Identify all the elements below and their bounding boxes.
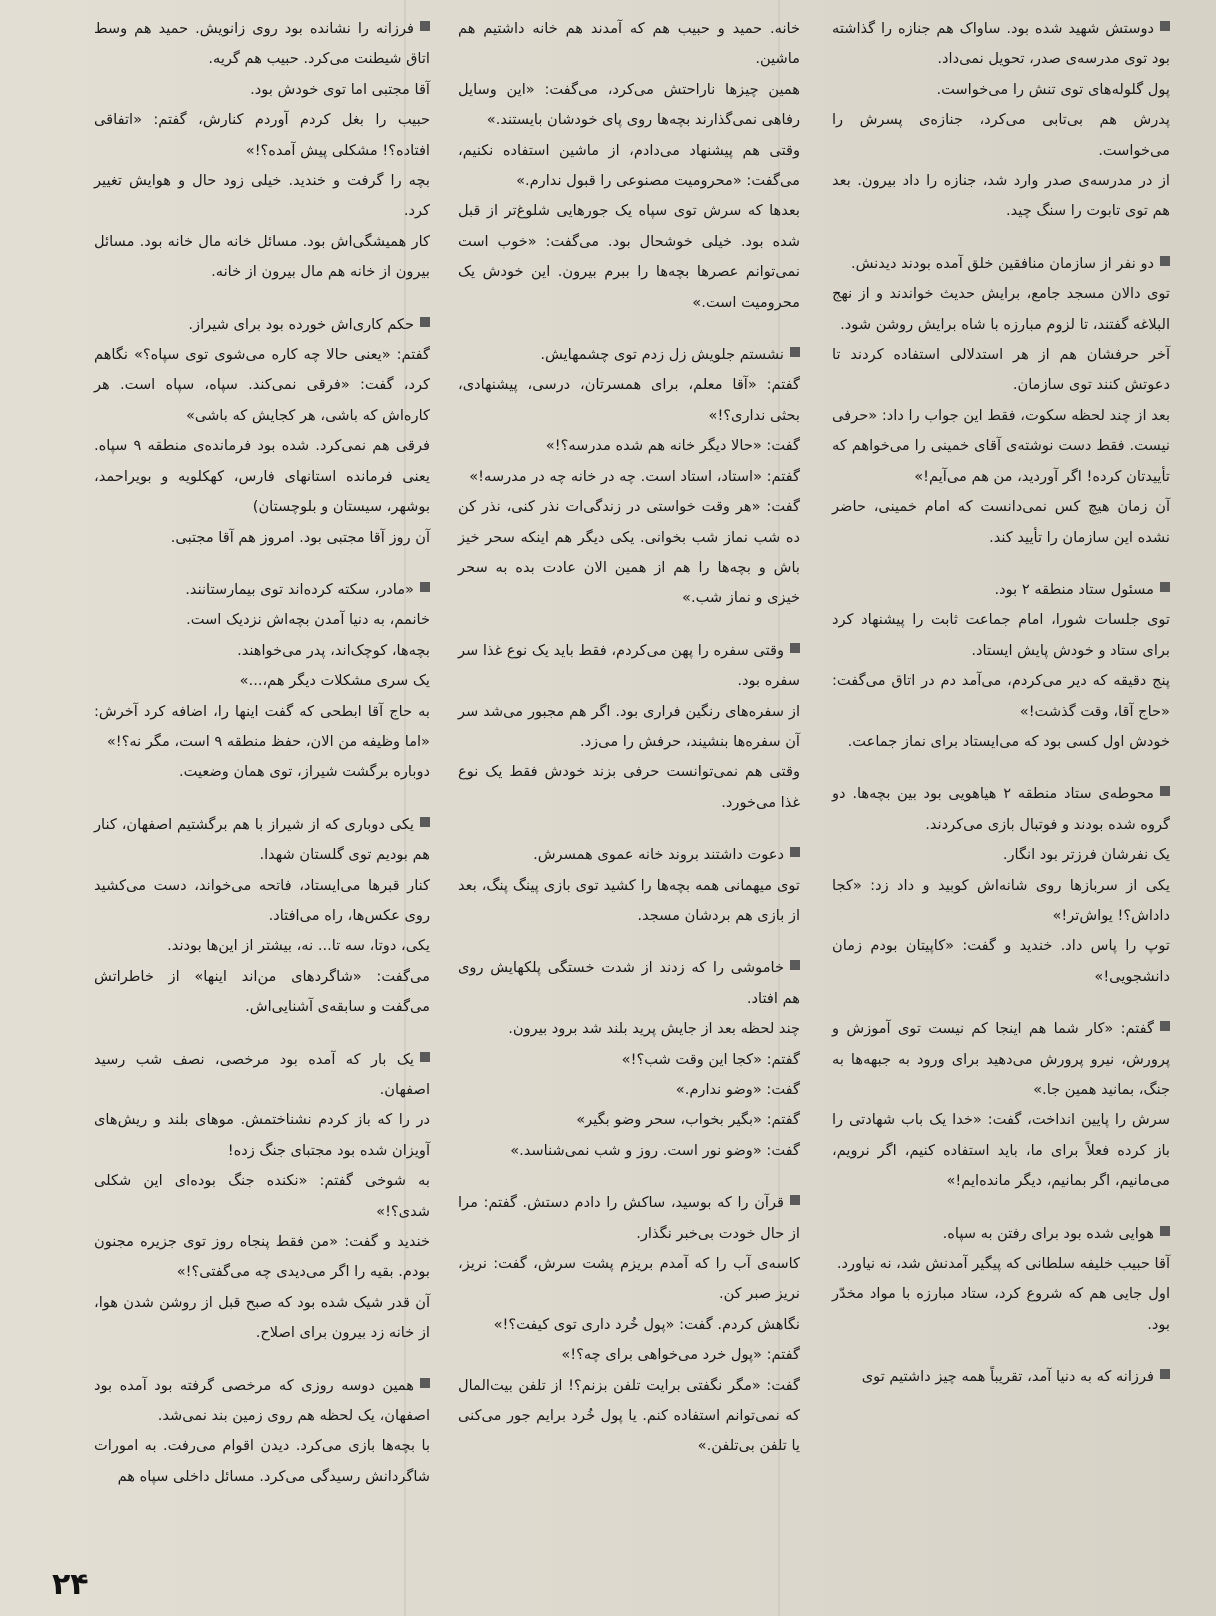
section-marker-icon — [1160, 582, 1170, 592]
paragraph — [94, 575, 430, 605]
paragraph — [94, 666, 430, 696]
paragraph-text: نشستم جلویش زل زدم توی چشمهایش. — [540, 346, 784, 364]
paragraph — [94, 14, 430, 75]
paragraph-text: محوطه‌ی ستاد منطقه ۲ هیاهویی بود بین بچه‌ها. دو گروه شده بودند و فوتبال بازی می‌کردند. — [832, 785, 1170, 833]
paragraph-text: بچه را گرفت و خندید. خیلی زود حال و هوایش تغییر کرد. — [94, 172, 430, 220]
section-marker-icon — [1160, 1021, 1170, 1031]
paragraph — [832, 1014, 1170, 1105]
paragraph-text: گفت: «حالا دیگر خانه هم شده مدرسه؟!» — [545, 437, 800, 455]
paragraph — [458, 757, 800, 818]
paragraph-text: بچه‌ها، کوچک‌اند، پدر می‌خواهند. — [237, 641, 430, 659]
section-marker-icon — [790, 347, 800, 357]
paragraph-text: فرقی هم نمی‌کرد. شده بود فرمانده‌ی منطقه ۹ سپاه. یعنی فرمانده استانهای فارس، کهکلویه و بویراحمد، بوشهر، سیستان و بلوچستان) — [94, 437, 430, 516]
paragraph-text: چند لحظه بعد از جایش پرید بلند شد برود بیرون. — [508, 1020, 800, 1038]
article-section — [832, 14, 1170, 227]
paragraph-text: گفت: «وضو نور است. روز و شب نمی‌شناسد.» — [510, 1141, 800, 1159]
article-section — [94, 1371, 430, 1493]
article-section — [832, 1219, 1170, 1341]
paragraph-text: آن زمان هیچ کس نمی‌دانست که امام خمینی، حاضر نشده این سازمان را تأیید کند. — [832, 498, 1170, 546]
paragraph-text: می‌گفت: «شاگردهای من‌اند اینها» از خاطراتش می‌گفت و سابقه‌ی آشنایی‌اش. — [94, 967, 430, 1016]
paragraph-text: از در مدرسه‌ی صدر وارد شد، جنازه را داد بیرون. بعد هم توی تابوت را سنگ چید. — [832, 172, 1170, 220]
paragraph-text: توپ را پاس داد. خندید و گفت: «کاپیتان بودم زمان دانشجویی!» — [832, 937, 1170, 985]
paragraph — [832, 492, 1170, 553]
paragraph — [832, 249, 1170, 279]
paragraph — [94, 810, 430, 871]
paragraph — [832, 166, 1170, 227]
paragraph-text: گفت: «مگر نگفتی برایت تلفن بزنم؟! از تلفن بیت‌المال که نمی‌توانم استفاده کنم. یا پول خُرد برایم جور می‌کنی یا تلفن بی‌تلفن.» — [458, 1376, 800, 1455]
paragraph-text: بعد از چند لحظه سکوت، فقط این جواب را داد: «حرفی نیست. فقط دست نوشته‌ی آقای خمینی را می‌خواهم که تأییدتان کرده! اگر آوردید، من هم می‌آیم!» — [832, 406, 1170, 485]
paragraph — [94, 75, 430, 105]
paragraph-text: کار همیشگی‌اش بود. مسائل خانه مال خانه بود. مسائل بیرون از خانه هم مال بیرون از خانه. — [94, 232, 430, 281]
paragraph — [94, 1166, 430, 1227]
article-section — [458, 636, 800, 818]
paragraph-text: حبیب را بغل کردم آوردم کنارش، گفتم: «اتفاقی افتاده؟! مشکلی پیش آمده؟!» — [94, 111, 430, 159]
paragraph — [832, 279, 1170, 340]
paragraph-text: دعوت داشتند بروند خانه عموی همسرش. — [533, 846, 784, 864]
article-section — [832, 779, 1170, 992]
paragraph-text: پنج دقیقه که دیر می‌کردم، می‌آمد دم در اتاق می‌گفت: «حاج آقا، وقت گذشت!» — [832, 672, 1170, 720]
paragraph — [94, 931, 430, 961]
paragraph — [94, 1227, 430, 1288]
article-section — [94, 575, 430, 788]
paragraph — [458, 1249, 800, 1310]
paragraph-text: گفتم: «آقا معلم، برای همسرتان، درسی، پیشنهادی، بحثی نداری؟!» — [458, 376, 800, 424]
paragraph-text: کاسه‌ی آب را که آمدم بریزم پشت سرش، گفت: نریز، نریز صبر کن. — [458, 1255, 800, 1303]
paragraph — [832, 340, 1170, 401]
paragraph-text: توی جلسات شورا، امام جماعت ثابت را پیشنهاد کرد برای ستاد و خودش پایش ایستاد. — [832, 611, 1170, 659]
section-marker-icon — [420, 1052, 430, 1062]
paragraph-text: دوباره برگشت شیراز، توی همان وضعیت. — [178, 763, 430, 781]
paragraph — [832, 1249, 1170, 1279]
paragraph-text: خانه. حمید و حبیب هم که آمدند هم خانه داشتیم هم ماشین. — [458, 20, 800, 68]
article-section — [832, 249, 1170, 553]
paragraph-text: پول گلوله‌های توی تنش را می‌خواست. — [936, 80, 1170, 98]
paragraph-text: آقا حبیب خلیفه سلطانی که پیگیر آمدنش شد، نه نیاورد. — [836, 1255, 1170, 1273]
paragraph-text: آقا مجتبی اما توی خودش بود. — [250, 80, 430, 98]
paragraph — [832, 727, 1170, 757]
paragraph-text: گفتم: «یعنی حالا چه کاره می‌شوی توی سپاه؟» نگاهم کرد، گفت: «فرقی نمی‌کند. سپاه، سپاه است. هر کاره‌اش که باشی، هر کجایش که باشی» — [94, 346, 430, 424]
paragraph — [94, 227, 430, 288]
article-section — [94, 810, 430, 1023]
paragraph-text: آخر حرفشان هم از هر استدلالی استفاده کردند تا دعوتش کنند توی سازمان. — [832, 346, 1170, 394]
paragraph — [94, 166, 430, 227]
paragraph — [458, 136, 800, 197]
paragraph — [832, 75, 1170, 105]
paragraph — [94, 605, 430, 635]
paragraph — [458, 1045, 800, 1075]
article-section — [458, 340, 800, 614]
page-number: ۲۴ — [52, 1567, 89, 1602]
paragraph-text: «مادر، سکته کرده‌اند توی بیمارستانند. — [185, 580, 414, 598]
section-marker-icon — [420, 1378, 430, 1388]
article-section — [832, 1014, 1170, 1196]
paragraph-text: یکی، دوتا، سه تا... نه، بیشتر از این‌ها بودند. — [167, 937, 430, 955]
paragraph — [458, 1188, 800, 1249]
section-marker-icon — [420, 317, 430, 327]
paragraph-text: یک سری مشکلات دیگر هم،...» — [239, 672, 430, 690]
paragraph-text: یکی از سربازها روی شانه‌اش کوبید و داد زد: «کجا داداش؟! یواش‌تر!» — [832, 876, 1170, 924]
text-column-middle — [458, 14, 800, 1484]
paragraph — [94, 1288, 430, 1349]
paragraph-text: کنار قبرها می‌ایستاد، فاتحه می‌خواند، دست می‌کشید روی عکس‌ها، راه می‌افتاد. — [94, 876, 430, 924]
paragraph — [94, 962, 430, 1023]
paragraph — [832, 575, 1170, 605]
paragraph-text: توی دالان مسجد جامع، برایش حدیث خواندند و از نهج البلاغه گفتند، تا لزوم مبارزه با شاه برایش روشن شود. — [832, 285, 1170, 333]
paragraph-text: وقتی هم پیشنهاد می‌دادم، از ماشین استفاده نکنیم، می‌گفت: «محرومیت مصنوعی را قبول ندارم.» — [458, 141, 800, 190]
paragraph — [458, 953, 800, 1014]
paragraph-text: پدرش هم بی‌تابی می‌کرد، جنازه‌ی پسرش را می‌خواست. — [832, 111, 1170, 159]
paragraph — [458, 1075, 800, 1105]
article-section — [94, 310, 430, 553]
paragraph-text: گفتم: «کار شما هم اینجا کم نیست توی آموزش و پرورش، نیرو پرورش می‌دهید برای ورود به جبهه‌ها به جنگ، بمانید همین جا.» — [832, 1020, 1170, 1098]
paragraph — [458, 1310, 800, 1340]
paragraph-text: وقتی سفره را پهن می‌کردم، فقط باید یک نوع غذا سر سفره بود. — [457, 641, 800, 690]
paragraph — [94, 310, 430, 340]
paragraph — [94, 340, 430, 431]
paragraph — [94, 431, 430, 522]
section-marker-icon — [1160, 256, 1170, 266]
paragraph — [832, 666, 1170, 727]
paragraph — [832, 605, 1170, 666]
paragraph — [832, 1105, 1170, 1196]
paragraph — [458, 871, 800, 932]
paragraph-text: به شوخی گفتم: «نکنده جنگ بوده‌ای این شکلی شدی؟!» — [94, 1172, 430, 1220]
paragraph — [458, 340, 800, 370]
section-marker-icon — [790, 1195, 800, 1205]
paragraph-text: فرزانه که به دنیا آمد، تقریباً همه چیز داشتیم توی — [861, 1368, 1154, 1386]
paragraph-text: یک نفرشان فرزتر بود انگار. — [1002, 846, 1170, 864]
paragraph — [832, 840, 1170, 870]
article-section — [458, 840, 800, 931]
article-section — [832, 1362, 1170, 1392]
paragraph-text: همین دوسه روزی که مرخصی گرفته بود آمده بود اصفهان، یک لحظه هم روی زمین بند نمی‌شد. — [94, 1376, 430, 1425]
paragraph-text: هوایی شده بود برای رفتن به سپاه. — [942, 1224, 1154, 1242]
paragraph-text: سرش را پایین انداخت، گفت: «خدا یک باب شهادتی را باز کرده فعلاً برای ما، باید استفاده کنیم، اگر نرویم، می‌مانیم، اگر بمانیم، دیگر مانده‌ایم!» — [832, 1111, 1170, 1190]
paragraph — [94, 636, 430, 666]
article-section — [458, 953, 800, 1166]
paragraph — [832, 14, 1170, 75]
paragraph-text: خاموشی را که زدند از شدت خستگی پلکهایش روی هم افتاد. — [458, 959, 800, 1007]
paragraph — [458, 1136, 800, 1166]
paragraph — [832, 1362, 1170, 1392]
paragraph-text: گفتم: «بگیر بخواب، سحر وضو بگیر» — [576, 1111, 800, 1129]
section-marker-icon — [1160, 1369, 1170, 1379]
section-marker-icon — [420, 21, 430, 31]
paragraph — [458, 431, 800, 461]
paragraph — [458, 492, 800, 614]
paragraph — [458, 840, 800, 870]
section-marker-icon — [420, 817, 430, 827]
paragraph-text: حکم کاری‌اش خورده بود برای شیراز. — [188, 315, 414, 333]
section-marker-icon — [790, 960, 800, 970]
paragraph-text: خانمم، به دنیا آمدن بچه‌اش نزدیک است. — [186, 611, 430, 629]
paragraph-text: با بچه‌ها بازی می‌کرد. دیدن اقوام می‌رفت. به امورات شاگردانش رسیدگی می‌کرد. مسائل داخلی سپاه هم — [94, 1437, 430, 1485]
article-section — [94, 14, 430, 288]
paragraph-text: توی میهمانی همه بچه‌ها را کشید توی بازی پینگ پنگ، بعد از بازی هم بردشان مسجد. — [458, 876, 800, 924]
paragraph — [832, 779, 1170, 840]
paragraph-text: نگاهش کردم. گفت: «پول خُرد داری توی کیفت؟!» — [493, 1315, 800, 1333]
paragraph — [458, 1371, 800, 1462]
paragraph — [458, 75, 800, 136]
paragraph-text: یک بار که آمده بود مرخصی، نصف شب رسید اصفهان. — [94, 1050, 430, 1098]
paragraph-text: قرآن را که بوسید، ساکش را دادم دستش. گفتم: مرا از حال خودت بی‌خبر نگذار. — [458, 1194, 800, 1242]
article-section — [458, 14, 800, 318]
text-column-left — [94, 14, 430, 1514]
paragraph — [458, 636, 800, 697]
paragraph — [458, 697, 800, 758]
paragraph-text: گفتم: «استاد، استاد است. چه در خانه چه در مدرسه!» — [469, 467, 800, 485]
paragraph — [832, 105, 1170, 166]
paragraph — [94, 1371, 430, 1432]
section-marker-icon — [790, 643, 800, 653]
paragraph-text: بعدها که سرش توی سپاه یک جورهایی شلوغ‌تر از قبل شده بود. خیلی خوشحال بود. می‌گفت: «خوب است نمی‌توانم عصرها بچه‌ها را ببرم بیرون. این خودش یک محرومیت است.» — [458, 202, 800, 311]
paragraph-text: گفت: «وضو ندارم.» — [675, 1081, 800, 1098]
paragraph-text: گفت: «هر وقت خواستی در زندگی‌ات نذر کنی، نذر کن ده شب نماز شب بخوانی. یکی دیگر هم اینکه سحر خیز باش و بچه‌ها را هم از همین الان عادت بده به سحر خیزی و نماز شب.» — [458, 498, 800, 607]
section-marker-icon — [790, 847, 800, 857]
paragraph — [94, 105, 430, 166]
paragraph — [458, 1014, 800, 1044]
paragraph-text: خودش اول کسی بود که می‌ایستاد برای نماز جماعت. — [847, 732, 1170, 750]
paragraph-text: فرزانه را نشانده بود روی زانویش. حمید هم وسط اتاق شیطنت می‌کرد. حبیب هم گریه. — [94, 20, 430, 68]
section-marker-icon — [1160, 786, 1170, 796]
paragraph — [94, 1045, 430, 1106]
section-marker-icon — [420, 582, 430, 592]
paragraph — [832, 1279, 1170, 1340]
text-column-right — [832, 14, 1170, 1415]
paragraph-text: دوستش شهید شده بود. ساواک هم جنازه را گذاشته بود توی مدرسه‌ی صدر، تحویل نمی‌داد. — [832, 20, 1170, 68]
paragraph — [94, 697, 430, 758]
paragraph — [458, 196, 800, 318]
paragraph-text: دو نفر از سازمان منافقین خلق آمده بودند دیدنش. — [850, 254, 1154, 272]
paragraph-text: یکی دوباری که از شیراز با هم برگشتیم اصفهان، کنار هم بودیم توی گلستان شهدا. — [94, 815, 430, 864]
paragraph-text: وقتی هم نمی‌توانست حرفی بزند خودش فقط یک نوع غذا می‌خورد. — [458, 763, 800, 811]
paragraph-text: مسئول ستاد منطقه ۲ بود. — [994, 580, 1154, 598]
paragraph — [832, 401, 1170, 492]
paragraph — [832, 1219, 1170, 1249]
paragraph — [832, 871, 1170, 932]
paragraph-text: خندید و گفت: «من فقط پنجاه روز توی جزیره مجنون بودم. بقیه را اگر می‌دیدی چه می‌گفتی؟!» — [94, 1233, 430, 1281]
article-section — [94, 1045, 430, 1349]
paragraph-text: گفتم: «پول خرد می‌خواهی برای چه؟!» — [561, 1346, 800, 1364]
article-section — [458, 1188, 800, 1462]
paragraph — [832, 931, 1170, 992]
paragraph — [94, 1105, 430, 1166]
paragraph-text: در را که باز کردم نشناختمش. موهای بلند و ریش‌های آویزان شده بود مجتبای جنگ زده! — [94, 1111, 430, 1159]
paragraph — [94, 871, 430, 932]
paragraph — [94, 1431, 430, 1492]
paragraph-text: از سفره‌های رنگین فراری بود. اگر هم مجبور می‌شد سر آن سفره‌ها بنشیند، حرفش را می‌زد. — [458, 702, 800, 750]
paragraph — [458, 1105, 800, 1135]
paragraph — [458, 370, 800, 431]
paragraph-text: آن قدر شیک شده بود که صبح قبل از روشن شدن هوا، از خانه زد بیرون برای اصلاح. — [94, 1293, 430, 1342]
paragraph — [94, 523, 430, 553]
paragraph-text: به حاج آقا ابطحی که گفت اینها را، اضافه کرد آخرش: «اما وظیفه من الان، حفظ منطقه ۹ است، مگر نه؟!» — [94, 702, 430, 750]
section-marker-icon — [1160, 21, 1170, 31]
paragraph-text: اول جایی هم که شروع کرد، ستاد مبارزه با مواد مخدّر بود. — [832, 1285, 1170, 1333]
paragraph-text: همین چیزها ناراحتش می‌کرد، می‌گفت: «این وسایل رفاهی نمی‌گذارند بچه‌ها روی پای خودشان بایستند.» — [458, 80, 800, 129]
paragraph — [458, 462, 800, 492]
article-section — [832, 575, 1170, 757]
paragraph-text: گفتم: «کجا این وقت شب؟!» — [621, 1050, 800, 1068]
paragraph — [94, 757, 430, 787]
section-marker-icon — [1160, 1226, 1170, 1236]
paragraph — [458, 1340, 800, 1370]
paragraph — [458, 14, 800, 75]
paragraph-text: آن روز آقا مجتبی بود. امروز هم آقا مجتبی. — [170, 528, 430, 546]
